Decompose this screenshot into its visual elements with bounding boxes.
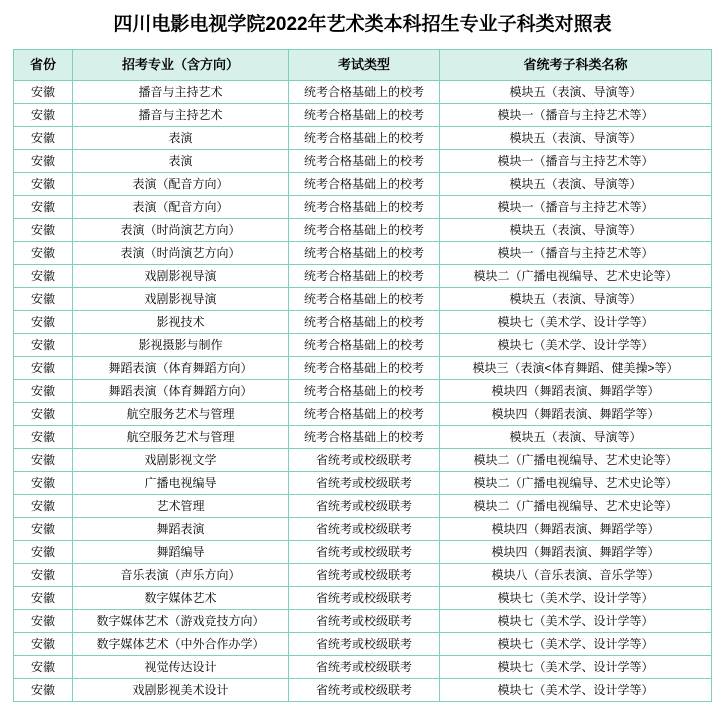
cell-subject-category: 模块二（广播电视编导、艺术史论等） — [440, 494, 712, 517]
cell-major: 航空服务艺术与管理 — [73, 402, 289, 425]
cell-subject-category: 模块四（舞蹈表演、舞蹈学等） — [440, 402, 712, 425]
cell-major: 表演（时尚演艺方向） — [73, 241, 289, 264]
table-row — [14, 632, 712, 655]
cell-province: 安徽 — [14, 80, 73, 103]
column-header-exam-type: 考试类型 — [289, 49, 440, 80]
table-row — [14, 103, 712, 126]
cell-exam-type: 统考合格基础上的校考 — [289, 103, 440, 126]
cell-exam-type: 统考合格基础上的校考 — [289, 80, 440, 103]
cell-subject-category: 模块二（广播电视编导、艺术史论等） — [440, 448, 712, 471]
cell-subject-category: 模块七（美术学、设计学等） — [440, 586, 712, 609]
cell-exam-type: 省统考或校级联考 — [289, 563, 440, 586]
cell-exam-type: 统考合格基础上的校考 — [289, 287, 440, 310]
page-title: 四川电影电视学院2022年艺术类本科招生专业子科类对照表 — [113, 14, 612, 35]
cell-major: 数字媒体艺术 — [73, 586, 289, 609]
cell-major: 舞蹈编导 — [73, 540, 289, 563]
table-row — [14, 379, 712, 402]
cell-subject-category: 模块七（美术学、设计学等） — [440, 333, 712, 356]
cell-province: 安徽 — [14, 586, 73, 609]
cell-province: 安徽 — [14, 655, 73, 678]
cell-subject-category: 模块四（舞蹈表演、舞蹈学等） — [440, 379, 712, 402]
cell-subject-category: 模块五（表演、导演等） — [440, 218, 712, 241]
cell-exam-type: 省统考或校级联考 — [289, 448, 440, 471]
cell-province: 安徽 — [14, 448, 73, 471]
table-body — [14, 80, 712, 701]
cell-subject-category: 模块七（美术学、设计学等） — [440, 655, 712, 678]
table-row — [14, 402, 712, 425]
cell-province: 安徽 — [14, 333, 73, 356]
column-header-province: 省份 — [14, 49, 73, 80]
cell-province: 安徽 — [14, 149, 73, 172]
cell-province: 安徽 — [14, 471, 73, 494]
table-row — [14, 264, 712, 287]
cell-exam-type: 统考合格基础上的校考 — [289, 333, 440, 356]
cell-exam-type: 统考合格基础上的校考 — [289, 218, 440, 241]
cell-subject-category: 模块五（表演、导演等） — [440, 126, 712, 149]
table-row — [14, 241, 712, 264]
table-row — [14, 494, 712, 517]
table-header-row — [14, 49, 712, 80]
cell-subject-category: 模块七（美术学、设计学等） — [440, 310, 712, 333]
cell-province: 安徽 — [14, 609, 73, 632]
table-row — [14, 80, 712, 103]
cell-province: 安徽 — [14, 678, 73, 701]
cell-subject-category: 模块七（美术学、设计学等） — [440, 609, 712, 632]
cell-province: 安徽 — [14, 218, 73, 241]
table-row — [14, 126, 712, 149]
cell-major: 数字媒体艺术（中外合作办学） — [73, 632, 289, 655]
cell-subject-category: 模块五（表演、导演等） — [440, 425, 712, 448]
cell-exam-type: 省统考或校级联考 — [289, 678, 440, 701]
cell-major: 航空服务艺术与管理 — [73, 425, 289, 448]
cell-exam-type: 省统考或校级联考 — [289, 517, 440, 540]
cell-subject-category: 模块四（舞蹈表演、舞蹈学等） — [440, 517, 712, 540]
cell-major: 戏剧影视导演 — [73, 264, 289, 287]
cell-major: 表演（配音方向） — [73, 195, 289, 218]
cell-exam-type: 统考合格基础上的校考 — [289, 310, 440, 333]
cell-province: 安徽 — [14, 241, 73, 264]
cell-exam-type: 统考合格基础上的校考 — [289, 264, 440, 287]
cell-province: 安徽 — [14, 540, 73, 563]
column-header-major: 招考专业（含方向） — [73, 49, 289, 80]
cell-major: 戏剧影视美术设计 — [73, 678, 289, 701]
table-row — [14, 425, 712, 448]
table-row — [14, 218, 712, 241]
cell-province: 安徽 — [14, 425, 73, 448]
cell-major: 表演（配音方向） — [73, 172, 289, 195]
cell-province: 安徽 — [14, 632, 73, 655]
table-row — [14, 563, 712, 586]
cell-exam-type: 统考合格基础上的校考 — [289, 356, 440, 379]
cell-exam-type: 省统考或校级联考 — [289, 471, 440, 494]
cell-subject-category: 模块五（表演、导演等） — [440, 287, 712, 310]
cell-subject-category: 模块八（音乐表演、音乐学等） — [440, 563, 712, 586]
major-subject-comparison-table — [13, 49, 712, 702]
table-row — [14, 586, 712, 609]
table-row — [14, 310, 712, 333]
table-row — [14, 149, 712, 172]
cell-subject-category: 模块五（表演、导演等） — [440, 80, 712, 103]
cell-province: 安徽 — [14, 195, 73, 218]
cell-province: 安徽 — [14, 287, 73, 310]
cell-province: 安徽 — [14, 172, 73, 195]
cell-major: 表演 — [73, 126, 289, 149]
cell-exam-type: 省统考或校级联考 — [289, 609, 440, 632]
cell-subject-category: 模块四（舞蹈表演、舞蹈学等） — [440, 540, 712, 563]
cell-major: 舞蹈表演 — [73, 517, 289, 540]
cell-exam-type: 统考合格基础上的校考 — [289, 172, 440, 195]
cell-major: 播音与主持艺术 — [73, 103, 289, 126]
cell-subject-category: 模块二（广播电视编导、艺术史论等） — [440, 471, 712, 494]
cell-major: 舞蹈表演（体育舞蹈方向） — [73, 379, 289, 402]
cell-province: 安徽 — [14, 264, 73, 287]
cell-major: 表演（时尚演艺方向） — [73, 218, 289, 241]
table-row — [14, 471, 712, 494]
cell-major: 表演 — [73, 149, 289, 172]
cell-province: 安徽 — [14, 103, 73, 126]
cell-province: 安徽 — [14, 494, 73, 517]
cell-exam-type: 统考合格基础上的校考 — [289, 149, 440, 172]
cell-subject-category: 模块二（广播电视编导、艺术史论等） — [440, 264, 712, 287]
cell-province: 安徽 — [14, 310, 73, 333]
cell-exam-type: 统考合格基础上的校考 — [289, 402, 440, 425]
table-row — [14, 517, 712, 540]
table-row — [14, 678, 712, 701]
table-row — [14, 540, 712, 563]
cell-exam-type: 省统考或校级联考 — [289, 540, 440, 563]
table-row — [14, 333, 712, 356]
cell-exam-type: 统考合格基础上的校考 — [289, 241, 440, 264]
cell-exam-type: 统考合格基础上的校考 — [289, 126, 440, 149]
cell-major: 影视技术 — [73, 310, 289, 333]
cell-subject-category: 模块三（表演<体育舞蹈、健美操>等） — [440, 356, 712, 379]
column-header-subject-category: 省统考子科类名称 — [440, 49, 712, 80]
cell-exam-type: 省统考或校级联考 — [289, 632, 440, 655]
cell-major: 影视摄影与制作 — [73, 333, 289, 356]
cell-major: 戏剧影视导演 — [73, 287, 289, 310]
table-row — [14, 287, 712, 310]
cell-province: 安徽 — [14, 517, 73, 540]
table-row — [14, 655, 712, 678]
cell-province: 安徽 — [14, 356, 73, 379]
cell-major: 舞蹈表演（体育舞蹈方向） — [73, 356, 289, 379]
cell-exam-type: 省统考或校级联考 — [289, 586, 440, 609]
cell-exam-type: 统考合格基础上的校考 — [289, 425, 440, 448]
cell-subject-category: 模块一（播音与主持艺术等） — [440, 103, 712, 126]
cell-subject-category: 模块五（表演、导演等） — [440, 172, 712, 195]
table-row — [14, 172, 712, 195]
table-row — [14, 356, 712, 379]
table-header — [14, 49, 712, 80]
cell-major: 音乐表演（声乐方向） — [73, 563, 289, 586]
cell-subject-category: 模块一（播音与主持艺术等） — [440, 241, 712, 264]
table-row — [14, 609, 712, 632]
cell-major: 广播电视编导 — [73, 471, 289, 494]
cell-subject-category: 模块一（播音与主持艺术等） — [440, 149, 712, 172]
cell-province: 安徽 — [14, 126, 73, 149]
cell-exam-type: 统考合格基础上的校考 — [289, 379, 440, 402]
cell-province: 安徽 — [14, 379, 73, 402]
cell-subject-category: 模块七（美术学、设计学等） — [440, 632, 712, 655]
cell-major: 视觉传达设计 — [73, 655, 289, 678]
cell-major: 播音与主持艺术 — [73, 80, 289, 103]
cell-province: 安徽 — [14, 563, 73, 586]
table-row — [14, 195, 712, 218]
cell-exam-type: 省统考或校级联考 — [289, 494, 440, 517]
cell-exam-type: 统考合格基础上的校考 — [289, 195, 440, 218]
cell-major: 戏剧影视文学 — [73, 448, 289, 471]
cell-subject-category: 模块一（播音与主持艺术等） — [440, 195, 712, 218]
cell-province: 安徽 — [14, 402, 73, 425]
cell-subject-category: 模块七（美术学、设计学等） — [440, 678, 712, 701]
cell-major: 数字媒体艺术（游戏竞技方向） — [73, 609, 289, 632]
cell-exam-type: 省统考或校级联考 — [289, 655, 440, 678]
cell-major: 艺术管理 — [73, 494, 289, 517]
table-row — [14, 448, 712, 471]
